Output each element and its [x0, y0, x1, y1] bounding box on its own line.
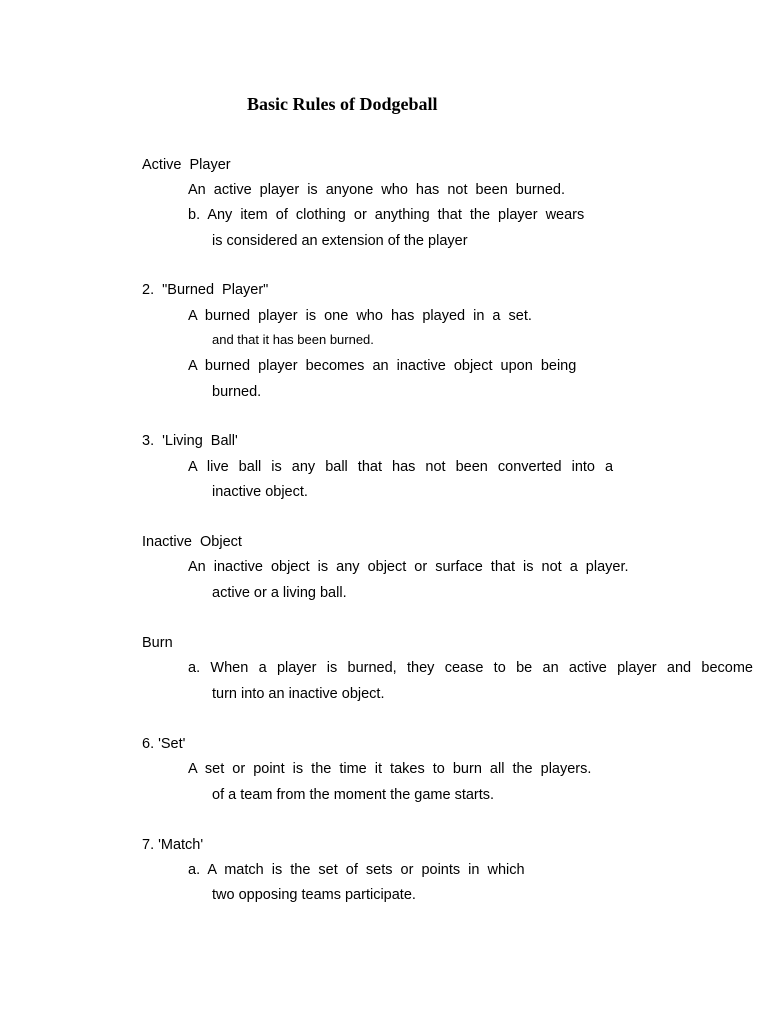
section-heading-active-player: Active Player	[142, 157, 231, 173]
section-heading-set: 6. 'Set'	[142, 736, 186, 752]
section-line: a. A match is the set of sets or points in which	[188, 862, 525, 878]
section-line: An inactive object is any object or surface that is not a player.	[188, 559, 629, 575]
section-line: active or a living ball.	[212, 585, 347, 601]
section-line: a. When a player is burned, they cease to be an active player and become	[188, 660, 753, 676]
section-heading-living-ball: 3. 'Living Ball'	[142, 433, 238, 449]
section-line: burned.	[212, 384, 262, 400]
section-line: and that it has been burned.	[212, 332, 374, 347]
section-line: A live ball is any ball that has not been converted into a	[188, 459, 614, 475]
section-line: of a team from the moment the game starts.	[212, 787, 495, 803]
section-line: b. Any item of clothing or anything that the player wears	[188, 207, 585, 223]
section-heading-burned-player: 2. "Burned Player"	[142, 282, 269, 298]
section-line: inactive object.	[212, 484, 308, 500]
section-line: two opposing teams participate.	[212, 887, 416, 903]
section-heading-match: 7. 'Match'	[142, 837, 204, 853]
page-title: Basic Rules of Dodgeball	[247, 94, 438, 114]
section-line: An active player is anyone who has not been burned.	[188, 182, 565, 198]
section-line: A set or point is the time it takes to burn all the players.	[188, 761, 592, 777]
section-heading-inactive-object: Inactive Object	[142, 534, 242, 550]
section-line: turn into an inactive object.	[212, 686, 385, 702]
section-line: A burned player becomes an inactive object upon being	[188, 358, 577, 374]
section-heading-burn: Burn	[142, 635, 173, 651]
section-line: A burned player is one who has played in a set.	[188, 308, 532, 324]
section-line: is considered an extension of the player	[212, 233, 468, 249]
